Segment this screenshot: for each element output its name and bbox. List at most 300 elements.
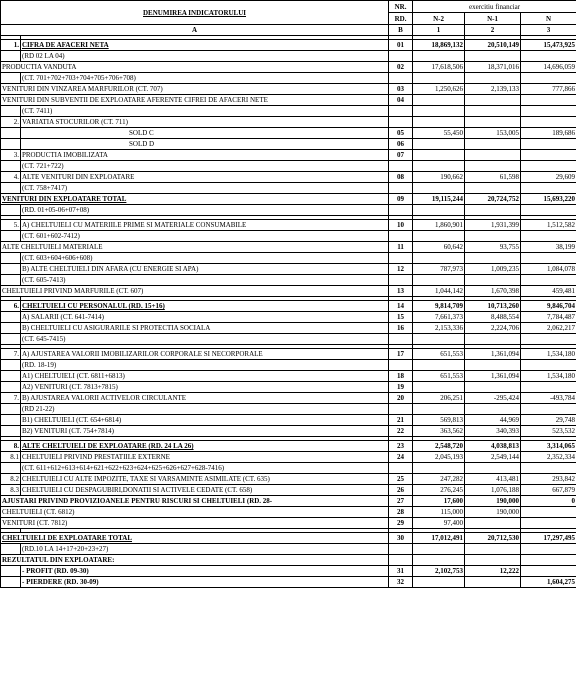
value-n2: 190,662	[413, 172, 465, 183]
table-row	[1, 577, 576, 588]
value-n	[521, 518, 576, 529]
header-col-3: 3	[521, 25, 576, 36]
value-n	[521, 73, 576, 84]
row-label: (CT. 603+604+606+608)	[21, 253, 389, 264]
value-n1: 1,931,399	[465, 220, 521, 231]
value-n1: 12,222	[465, 566, 521, 577]
row-number: 32	[389, 577, 413, 588]
table-row	[1, 371, 576, 382]
value-n	[521, 507, 576, 518]
row-label: (RD.10 LA 14+17+20+23+27)	[21, 544, 389, 555]
row-label: CHELTUIELI PRIVIND PRESTATIILE EXTERNE	[21, 452, 389, 463]
table-row	[1, 312, 576, 323]
row-label: CHELTUIELI DE EXPLOATARE TOTAL	[1, 533, 389, 544]
value-n2	[413, 117, 465, 128]
row-index: 8.	[1, 441, 21, 452]
table-row	[1, 474, 576, 485]
value-n1	[465, 51, 521, 62]
value-n: 293,842	[521, 474, 576, 485]
value-n1	[465, 334, 521, 345]
row-index	[1, 128, 21, 139]
row-label: A) CHELTUIELI CU MATERIILE PRIME SI MATERIALE CONSUMABILE	[21, 220, 389, 231]
row-label: B2) VENITURI (CT. 754+7814)	[21, 426, 389, 437]
row-number: 28	[389, 507, 413, 518]
value-n1	[465, 205, 521, 216]
value-n2: 1,860,901	[413, 220, 465, 231]
row-index	[1, 323, 21, 334]
table-row	[1, 128, 576, 139]
row-index: 4.	[1, 172, 21, 183]
row-label: A) AJUSTAREA VALORII IMOBILIZARILOR CORPORALE SI NECORPORALE	[21, 349, 389, 360]
value-n1	[465, 231, 521, 242]
value-n1	[465, 275, 521, 286]
value-n2	[413, 334, 465, 345]
row-label: (CT. 601+602-7412)	[21, 231, 389, 242]
value-n: 523,532	[521, 426, 576, 437]
row-index: 5.	[1, 220, 21, 231]
row-index	[1, 371, 21, 382]
row-label: (RD 21-22)	[21, 404, 389, 415]
row-number: 14	[389, 301, 413, 312]
table-row	[1, 485, 576, 496]
row-label: A2) VENITURI (CT. 7813+7815)	[21, 382, 389, 393]
table-row	[1, 349, 576, 360]
table-row	[1, 426, 576, 437]
row-index	[1, 275, 21, 286]
row-index	[1, 161, 21, 172]
value-n1	[465, 95, 521, 106]
value-n: 7,784,487	[521, 312, 576, 323]
row-number	[389, 205, 413, 216]
row-index	[1, 312, 21, 323]
row-index	[1, 544, 21, 555]
row-label: REZULTATUL DIN EXPLOATARE:	[1, 555, 389, 566]
value-n: 1,512,582	[521, 220, 576, 231]
row-number: 26	[389, 485, 413, 496]
value-n1: -295,424	[465, 393, 521, 404]
row-index: 3.	[1, 150, 21, 161]
row-label: (CT. 611+612+613+614+621+622+623+624+625+626+627+628-7416)	[21, 463, 389, 474]
header-nr: NR.	[389, 1, 413, 13]
row-number	[389, 463, 413, 474]
value-n2: 19,115,244	[413, 194, 465, 205]
row-label: VENITURI DIN SUBVENTII DE EXPLOATARE AFERENTE CIFREI DE AFACERI NETE	[1, 95, 389, 106]
value-n	[521, 404, 576, 415]
value-n1: 20,724,752	[465, 194, 521, 205]
table-row	[1, 73, 576, 84]
table-row	[1, 334, 576, 345]
value-n1: 1,361,094	[465, 349, 521, 360]
row-number: 27	[389, 496, 413, 507]
value-n2: 115,000	[413, 507, 465, 518]
value-n1: 4,038,813	[465, 441, 521, 452]
row-label: (CT. 721+722)	[21, 161, 389, 172]
value-n2: 2,548,720	[413, 441, 465, 452]
row-label: CHELTUIELI PRIVIND MARFURILE (CT. 607)	[1, 286, 389, 297]
value-n2	[413, 205, 465, 216]
value-n2: 97,400	[413, 518, 465, 529]
row-label: - PROFIT (RD. 09-30)	[21, 566, 389, 577]
table-row	[1, 518, 576, 529]
value-n1: 1,361,094	[465, 371, 521, 382]
row-label: VENITURI (CT. 7812)	[1, 518, 389, 529]
value-n2: 787,973	[413, 264, 465, 275]
table-row	[1, 106, 576, 117]
row-label: CIFRA DE AFACERI NETA	[21, 40, 389, 51]
value-n: 38,199	[521, 242, 576, 253]
row-label: SOLD C	[21, 128, 389, 139]
row-label: VARIATIA STOCURILOR (CT. 711)	[21, 117, 389, 128]
value-n2: 2,102,753	[413, 566, 465, 577]
row-label: PRODUCTIA IMOBILIZATA	[21, 150, 389, 161]
row-label: CHELTUIELI (CT. 6812)	[1, 507, 389, 518]
value-n: 0	[521, 496, 576, 507]
row-label: (RD 02 LA 04)	[21, 51, 389, 62]
table-row	[1, 139, 576, 150]
value-n	[521, 544, 576, 555]
value-n2: 60,642	[413, 242, 465, 253]
row-index	[1, 106, 21, 117]
table-row	[1, 40, 576, 51]
value-n2	[413, 106, 465, 117]
row-number: 22	[389, 426, 413, 437]
row-number	[389, 231, 413, 242]
value-n: 9,846,704	[521, 301, 576, 312]
row-index: 8.2	[1, 474, 21, 485]
table-row	[1, 194, 576, 205]
value-n	[521, 360, 576, 371]
value-n1	[465, 183, 521, 194]
value-n2: 247,282	[413, 474, 465, 485]
value-n: 667,879	[521, 485, 576, 496]
header-rd: RD.	[389, 13, 413, 25]
row-label: B) ALTE CHELTUIELI DIN AFARA (CU ENERGIE SI APA)	[21, 264, 389, 275]
header-col-a: A	[1, 25, 389, 36]
value-n2: 17,012,491	[413, 533, 465, 544]
row-label: - PIERDERE (RD. 30-09)	[21, 577, 389, 588]
row-number	[389, 183, 413, 194]
value-n1	[465, 555, 521, 566]
value-n1	[465, 117, 521, 128]
row-number: 02	[389, 62, 413, 73]
value-n: 459,481	[521, 286, 576, 297]
row-label: CHELTUIELI CU ALTE IMPOZITE, TAXE SI VARSAMINTE ASIMILATE (CT. 635)	[21, 474, 389, 485]
value-n1	[465, 360, 521, 371]
table-row	[1, 84, 576, 95]
value-n1: 61,598	[465, 172, 521, 183]
row-number: 16	[389, 323, 413, 334]
value-n	[521, 161, 576, 172]
row-number: 01	[389, 40, 413, 51]
row-index	[1, 415, 21, 426]
value-n1: 2,224,706	[465, 323, 521, 334]
row-number: 11	[389, 242, 413, 253]
value-n2: 17,618,506	[413, 62, 465, 73]
row-number	[389, 275, 413, 286]
row-label: (RD. 01+05-06+07+08)	[21, 205, 389, 216]
table-row	[1, 404, 576, 415]
row-number: 05	[389, 128, 413, 139]
row-index: 8.3	[1, 485, 21, 496]
row-index	[1, 360, 21, 371]
row-number: 31	[389, 566, 413, 577]
value-n: 15,693,220	[521, 194, 576, 205]
row-label: ALTE CHELTUIELI DE EXPLOATARE (RD. 24 LA 26)	[21, 441, 389, 452]
value-n1: 2,549,144	[465, 452, 521, 463]
value-n1: 413,481	[465, 474, 521, 485]
value-n1: 8,488,554	[465, 312, 521, 323]
value-n1	[465, 577, 521, 588]
row-label: (CT. 7411)	[21, 106, 389, 117]
value-n1	[465, 139, 521, 150]
value-n: 3,314,065	[521, 441, 576, 452]
value-n2: 7,661,373	[413, 312, 465, 323]
value-n2	[413, 183, 465, 194]
value-n: 14,696,059	[521, 62, 576, 73]
value-n1	[465, 73, 521, 84]
table-row	[1, 264, 576, 275]
row-label: ALTE CHELTUIELI MATERIALE	[1, 242, 389, 253]
row-label: PRODUCTIA VANDUTA	[1, 62, 389, 73]
row-index: 2.	[1, 117, 21, 128]
row-index: 7.	[1, 393, 21, 404]
value-n1: 44,969	[465, 415, 521, 426]
row-label: (CT. 645-7415)	[21, 334, 389, 345]
table-row	[1, 301, 576, 312]
header-exercitiu: exercitiu financiar	[413, 1, 576, 13]
row-number: 13	[389, 286, 413, 297]
table-row	[1, 62, 576, 73]
row-label: A) SALARII (CT. 641-7414)	[21, 312, 389, 323]
value-n1: 20,712,530	[465, 533, 521, 544]
value-n2	[413, 404, 465, 415]
row-number: 19	[389, 382, 413, 393]
row-label: (CT. 605-7413)	[21, 275, 389, 286]
value-n1: 190,000	[465, 507, 521, 518]
row-index	[1, 205, 21, 216]
row-number: 25	[389, 474, 413, 485]
table-row	[1, 441, 576, 452]
row-number	[389, 253, 413, 264]
row-index	[1, 253, 21, 264]
value-n1	[465, 463, 521, 474]
value-n2: 363,562	[413, 426, 465, 437]
header-col-1: 1	[413, 25, 465, 36]
value-n	[521, 205, 576, 216]
table-row	[1, 231, 576, 242]
value-n1	[465, 518, 521, 529]
value-n1: 153,005	[465, 128, 521, 139]
row-index	[1, 577, 21, 588]
value-n	[521, 555, 576, 566]
row-number	[389, 117, 413, 128]
row-number: 10	[389, 220, 413, 231]
row-label: (CT. 701+702+703+704+705+706+708)	[21, 73, 389, 84]
row-index	[1, 404, 21, 415]
value-n	[521, 231, 576, 242]
value-n1: 18,371,016	[465, 62, 521, 73]
row-index	[1, 566, 21, 577]
value-n2: 651,553	[413, 371, 465, 382]
row-label: ALTE VENITURI DIN EXPLOATARE	[21, 172, 389, 183]
row-index	[1, 73, 21, 84]
row-number	[389, 555, 413, 566]
value-n	[521, 463, 576, 474]
row-label: A1) CHELTUIELI (CT. 6811+6813)	[21, 371, 389, 382]
value-n1: 1,670,398	[465, 286, 521, 297]
table-row	[1, 382, 576, 393]
row-number: 08	[389, 172, 413, 183]
table-row	[1, 172, 576, 183]
table-row	[1, 205, 576, 216]
row-index	[1, 426, 21, 437]
row-label: B) CHELTUIELI CU ASIGURARILE SI PROTECTIA SOCIALA	[21, 323, 389, 334]
value-n2	[413, 382, 465, 393]
table-row	[1, 544, 576, 555]
row-index: 8.1	[1, 452, 21, 463]
value-n1	[465, 161, 521, 172]
value-n2	[413, 150, 465, 161]
value-n1: 190,000	[465, 496, 521, 507]
value-n	[521, 150, 576, 161]
value-n2: 2,045,193	[413, 452, 465, 463]
row-index	[1, 382, 21, 393]
value-n	[521, 117, 576, 128]
value-n2	[413, 95, 465, 106]
value-n	[521, 95, 576, 106]
row-index	[1, 264, 21, 275]
table-row	[1, 463, 576, 474]
row-index: 7.	[1, 349, 21, 360]
value-n1: 340,393	[465, 426, 521, 437]
row-index	[1, 183, 21, 194]
value-n: 777,866	[521, 84, 576, 95]
table-row	[1, 275, 576, 286]
value-n: 189,686	[521, 128, 576, 139]
value-n	[521, 51, 576, 62]
value-n: 2,062,217	[521, 323, 576, 334]
row-number	[389, 360, 413, 371]
value-n2: 9,814,709	[413, 301, 465, 312]
row-number: 07	[389, 150, 413, 161]
row-number: 18	[389, 371, 413, 382]
row-index	[1, 334, 21, 345]
row-index	[1, 463, 21, 474]
value-n: 1,534,180	[521, 371, 576, 382]
row-label: (RD. 18-19)	[21, 360, 389, 371]
row-label: AJUSTARI PRIVIND PROVIZIOANELE PENTRU RISCURI SI CHELTUIELI (RD. 28-	[1, 496, 389, 507]
value-n2	[413, 275, 465, 286]
table-row	[1, 220, 576, 231]
row-index	[1, 139, 21, 150]
header-n: N	[521, 13, 576, 25]
value-n: 1,604,275	[521, 577, 576, 588]
row-label: VENITURI DIN VINZAREA MARFURILOR (CT. 707)	[1, 84, 389, 95]
table-row	[1, 253, 576, 264]
value-n: 29,748	[521, 415, 576, 426]
value-n1	[465, 544, 521, 555]
table-row	[1, 286, 576, 297]
value-n: 1,534,180	[521, 349, 576, 360]
row-number: 03	[389, 84, 413, 95]
row-number: 06	[389, 139, 413, 150]
value-n	[521, 275, 576, 286]
value-n2: 569,813	[413, 415, 465, 426]
value-n2: 651,553	[413, 349, 465, 360]
table-row	[1, 393, 576, 404]
header-col-b: B	[389, 25, 413, 36]
value-n: 1,084,078	[521, 264, 576, 275]
row-number: 29	[389, 518, 413, 529]
row-number	[389, 73, 413, 84]
row-number: 24	[389, 452, 413, 463]
header-n1: N-1	[465, 13, 521, 25]
row-number: 09	[389, 194, 413, 205]
table-row	[1, 95, 576, 106]
header-denumire: DENUMIREA INDICATORULUI	[1, 1, 389, 25]
value-n2: 17,600	[413, 496, 465, 507]
row-label: VENITURI DIN EXPLOATARE TOTAL	[1, 194, 389, 205]
value-n1: 10,713,260	[465, 301, 521, 312]
row-number	[389, 161, 413, 172]
row-index	[1, 51, 21, 62]
row-index	[1, 231, 21, 242]
value-n: 15,473,925	[521, 40, 576, 51]
value-n2	[413, 139, 465, 150]
value-n2	[413, 161, 465, 172]
row-number: 15	[389, 312, 413, 323]
value-n	[521, 253, 576, 264]
value-n2	[413, 51, 465, 62]
value-n	[521, 566, 576, 577]
row-number: 30	[389, 533, 413, 544]
row-number: 23	[389, 441, 413, 452]
table-row	[1, 323, 576, 334]
row-label: (CT. 758+7417)	[21, 183, 389, 194]
value-n: 17,297,495	[521, 533, 576, 544]
header-n2: N-2	[413, 13, 465, 25]
row-label: CHELTUIELI CU PERSONALUL (RD. 15+16)	[21, 301, 389, 312]
value-n	[521, 106, 576, 117]
value-n2	[413, 253, 465, 264]
value-n1	[465, 253, 521, 264]
row-index: 6.	[1, 301, 21, 312]
value-n	[521, 139, 576, 150]
row-label: B1) CHELTUIELI (CT. 654+6814)	[21, 415, 389, 426]
row-number: 04	[389, 95, 413, 106]
value-n1: 20,510,149	[465, 40, 521, 51]
row-number: 21	[389, 415, 413, 426]
report-body	[1, 36, 576, 588]
row-label: SOLD D	[21, 139, 389, 150]
value-n1: 1,009,235	[465, 264, 521, 275]
value-n2: 2,153,336	[413, 323, 465, 334]
value-n2: 276,245	[413, 485, 465, 496]
table-row	[1, 161, 576, 172]
value-n2	[413, 360, 465, 371]
value-n	[521, 334, 576, 345]
value-n1: 93,755	[465, 242, 521, 253]
value-n: -493,784	[521, 393, 576, 404]
row-number	[389, 51, 413, 62]
row-number: 17	[389, 349, 413, 360]
value-n2	[413, 73, 465, 84]
row-number	[389, 544, 413, 555]
row-label: B) AJUSTAREA VALORII ACTIVELOR CIRCULANTE	[21, 393, 389, 404]
table-row	[1, 242, 576, 253]
table-row	[1, 507, 576, 518]
table-row	[1, 117, 576, 128]
